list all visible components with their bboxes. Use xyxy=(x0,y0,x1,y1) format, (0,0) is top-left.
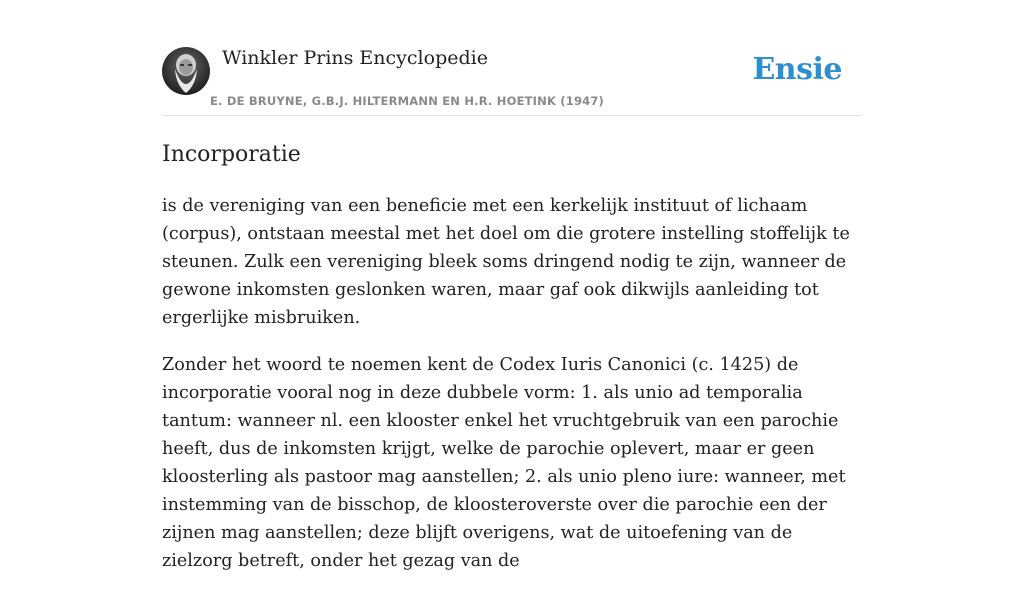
article-paragraph: is de vereniging van een beneficie met een kerkelijk instituut of lichaam (corpus), ontstaan meestal met het doel om die grotere instelling stoffelijk te steunen. Zulk een vereniging bleek soms dringend nodig te zijn, wanneer de gewone inkomsten geslonken waren, maar gaf ook dikwijls aanleiding tot ergerlijke misbruiken. xyxy=(162,196,850,328)
ensie-logo[interactable]: Ensie xyxy=(752,52,842,87)
article-title: Incorporatie xyxy=(162,142,301,167)
page xyxy=(162,0,862,571)
article-paragraph: Zonder het woord te noemen kent de Codex Iuris Canonici (c. 1425) de incorporatie vooral nog in deze dubbele vorm: 1. als unio ad temporalia tantum: wanneer nl. een klooster enkel het vruchtgebruik van een parochie heeft, dus de inkomsten krijgt, welke de parochie oplevert, maar er geen kloosterling als pastoor mag aanstellen; 2. als unio pleno iure: wanneer, met instemming van de bisschop, de kloosteroverste over die parochie een der zijnen mag aanstellen; deze blijft overigens, wat de uitoefening van de zielzorg betreft, onder het gezag van de xyxy=(162,355,846,571)
author-avatar xyxy=(162,47,210,95)
article-body xyxy=(162,192,862,594)
source-authors: E. DE BRUYNE, G.B.J. HILTERMANN EN H.R. HOETINK (1947) xyxy=(210,94,605,108)
source-title[interactable]: Winkler Prins Encyclopedie xyxy=(222,47,488,69)
source-header xyxy=(162,46,862,116)
